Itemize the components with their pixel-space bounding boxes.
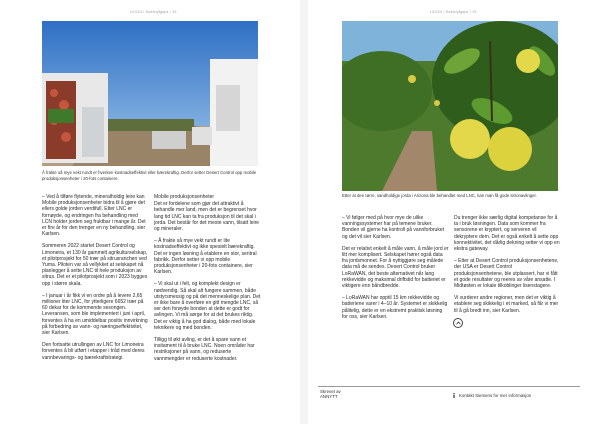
photo-caption-left: Å frakte så mye vekt rundt er hverken kostnadseffektivt eller bærekraftig. Derfor setter Desert Control opp mobile produksjonsenheter i 20-fots containere.: [42, 170, 257, 181]
page-gutter: [300, 0, 308, 424]
right-column-2: [454, 215, 561, 320]
paragraph: Sommeren 2022 startet Desert Control og Limoneira, et 130 år gammelt agrikulturselskap, et pilotprosjekt for 50 trær på sitrusranchen ved Yuma. Piloten var så vellykket at selskapet nå planlegger å sette LNC til hele produksjon av sitrus. Det er et pilotprosjekt som i 2023 bygges opp i større skala.: [42, 243, 148, 287]
paragraph: Vi vurderer andre regioner, men det er viktig å etablere seg skikkelig i et marked, så får vi mer til å gå bredt inn, sier Karlsen.: [454, 295, 559, 314]
running-head-left: LIIO24 / Ddsfv/yfgsps / 19: [130, 10, 177, 14]
paragraph: Det er fordelene som gjør det attraktivt å behandle mer land, men det er begrenset hvor lang tid LNC kan ta fra produksjon til det skal i jorda. Det består for det meste vann, tilsatt leire og mineraler.: [154, 201, 260, 233]
paragraph: – Ved å tilføre flytende, mineralholdig leire kan Mobile produksjonsenheter bidra til å gjøre det ellers golde jorden verdifull. Etter LNC er fornøyde, og endringen fra behandling med LCN holder jorden seg fruktbar i mange år. Det er fire år for den trenger en ny behandling, sier Karlsen.: [42, 194, 146, 238]
paragraph: – Vi skal ut i felt, og komplekt design er nødvendig. Så skal alt fungere sammen, både utstyrsmessig og på det menneskelige plan. Det er ikke bare å overføre en gitt mengde LNC, så ser den forøyde bonden at dette er godt for avlingen. Vi må sørge for at det brukes riktig. Det er viktig å ha god dialog, både med lokale teknikere og med bonden.: [154, 281, 261, 331]
chevron-up-icon: [456, 321, 461, 325]
right-column-1: [342, 215, 449, 326]
info-icon: [452, 393, 456, 398]
contact-link-label: Kontakt Siemens for mer informasjon: [459, 393, 532, 398]
author-name: ANNYTT: [320, 394, 338, 400]
paragraph: – Å frakte så mye vekt rundt er lite kostnadseffektivt og ikke spesielt bærekraftig. Det er ingen løsning å etablere en stor, sentral fabrikk. Derfor setter vi opp mobile produksjonsenheter i 20-fots containere, sier Karlsen.: [154, 238, 257, 276]
paragraph: – I januar i år fikk vi en ordre på å levere 2,65 millioner liter LNC, for ytterligere 6652 trær på 60 dekar for de kommende sesongen. Leveransen, som ble implementert i juni i april, forventes å ha en umiddelbar positiv innvirkning på forbedring av vann- og næringseffektivitet, sier Karlsen.: [42, 292, 148, 337]
photo-lemons: [342, 21, 558, 191]
contact-link[interactable]: [452, 393, 531, 398]
paragraph: Den fortsatte utrullingen av LNC for Limoneira forventes å bli utført i etapper i tråd med deres vannbevarings- og bærekraftstrategi.: [42, 342, 145, 361]
paragraph: Tilligg til økt avling, er det å spare vann et insitament til å bruke LNC. Noen områder har restriksjoner på vann, og reduserte vannmengder er reduserte kostnader.: [154, 337, 255, 362]
subheading: Mobile produksjonsenheter: [154, 194, 215, 200]
photo-containers: [42, 21, 258, 166]
running-head-right: LIIO24 / Ddsfv/yfgsps / 19: [430, 10, 477, 14]
paragraph: – LoRaWAN har opptil 15 km rekkevidde og batteriene varer i 4–10 år. Systemet er skikkelig pålitelig, dette er en ekstremt praktisk løsning for oss, sier Karlsen.: [342, 295, 448, 320]
paragraph: Du trenger ikke særlig digital kompetanse for å ta i bruk løsningen. Data som kommer fra sensorene er kryptert, og serveren vil dekryptere dem. Det er også enkelt å sette opp konnektivitet, det dårlig dekning setter vi opp en ekstra gateway.: [454, 215, 560, 253]
left-column-2: [154, 194, 261, 368]
author-label: Skrevet av: [320, 389, 341, 394]
paragraph: Det er relativt enkelt å måle vann, å måle jord er litt mer komplisert. Selskapet hører også data fra jordsmonnet. For å nyttiggjøre seg målede data må de sendes. Desert Control bruker LoRaWAN, det beste alternativet når lang rekkevidde og maksimal driftstid for batteriet er viktigere enn båndbredde.: [342, 245, 449, 290]
left-column-1: [42, 194, 149, 367]
photo-caption-right: Etter at den tørre, sandholdige jorda i Arizona ble behandlet med LNC, kan man få gode sitronavlinger.: [342, 193, 537, 198]
paragraph: – Vi følger med på hvor mye de ulike vanningssystemer har på temene bruker. Bonden vil gjerne ha kontroll på vannforbruket og det vil sier Karlsen.: [342, 215, 445, 240]
scroll-up-button[interactable]: [453, 318, 463, 328]
author-credit: [320, 389, 341, 400]
footer-divider: [318, 386, 580, 387]
paragraph: – Etter at Desert Control produksjonsenhetene, der USA er Desert Control produksjonsenhetene, ble utplassert, har vi fått et gode resultater og reeres av våre ansatte. I Midtøsten er lokale tilkoblinger lisenstagere.: [454, 258, 559, 290]
